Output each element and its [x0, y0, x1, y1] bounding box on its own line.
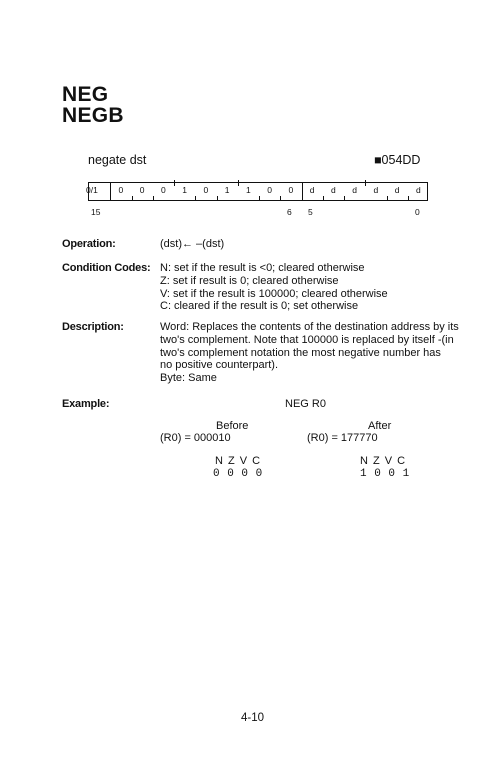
opcode: ■054DD: [374, 153, 421, 167]
bit-cell: 1: [182, 185, 187, 195]
bit-cell: 0: [203, 185, 209, 195]
example-label: Example:: [62, 398, 110, 410]
description-line: Byte: Same: [160, 372, 217, 385]
condition-code-n: N: set if the result is <0; cleared otherwise: [160, 262, 365, 274]
bit-cell: 0: [288, 185, 294, 195]
bit-divider: [217, 196, 218, 200]
condition-code-v: V: set if the result is 100000; cleared otherwise: [160, 287, 388, 300]
mnemonic-title: NEG: [62, 83, 109, 106]
bit-divider: [132, 196, 133, 200]
bit-cell: 0: [139, 185, 145, 195]
bit-cell: 1: [224, 185, 230, 195]
condition-code-z: Z: set if result is 0; cleared otherwise: [160, 274, 339, 287]
example-after-heading: After: [368, 420, 392, 432]
bit-cell: 0/1: [86, 185, 98, 195]
bit-label-6: 6: [287, 207, 292, 217]
description-line: no positive counterpart).: [160, 359, 279, 372]
bit-cell: 1: [246, 185, 251, 195]
bit-cell: 0: [161, 185, 166, 195]
bit-label-low: 0: [415, 207, 420, 217]
before-flag-values: 0 0 0 0: [213, 468, 263, 480]
example-before-value: (R0) = 000010: [160, 432, 231, 444]
before-flag-names: N Z V C: [215, 455, 262, 467]
page-number: 4-10: [241, 712, 265, 724]
example-before-heading: Before: [216, 420, 249, 432]
bit-cell: d: [309, 185, 315, 195]
condition-codes-list: [160, 262, 388, 313]
bit-cell: d: [373, 185, 379, 195]
description-text: [160, 321, 459, 385]
after-flag-values: 1 0 0 1: [360, 468, 410, 480]
condition-code-c: C: cleared if the result is 0; set otherwise: [160, 300, 359, 313]
mnemonic-title-byte: NEGB: [62, 104, 124, 127]
bit-cell: 0: [267, 185, 272, 195]
bit-label-5: 5: [308, 207, 313, 217]
bit-cell: 0: [118, 185, 124, 195]
description-line: Word: Replaces the contents of the destination address by its: [160, 321, 459, 333]
description-line: two's complement notation the most negative number has: [160, 346, 441, 359]
example-instruction: NEG R0: [285, 398, 326, 410]
description-label: Description:: [62, 321, 124, 333]
bit-divider: [259, 196, 260, 200]
after-flag-names: N Z V C: [360, 455, 407, 467]
bit-cell: d: [394, 185, 400, 195]
bit-label-high: 15: [91, 207, 101, 217]
instruction-syntax: negate dst: [88, 153, 147, 167]
bit-divider: [408, 196, 409, 200]
operation-text: (dst)← –(dst): [160, 238, 225, 250]
instruction-format-register: [88, 182, 428, 201]
bit-divider: [280, 196, 281, 200]
bit-divider: [323, 196, 324, 200]
operation-label: Operation:: [62, 238, 116, 250]
condition-codes-label: Condition Codes:: [62, 262, 151, 274]
bit-cell: d: [416, 185, 421, 195]
bit-cell: d: [331, 185, 336, 195]
bit-divider: [387, 196, 388, 200]
bit-divider: [195, 196, 196, 200]
description-line: two's complement. Note that 100000 is replaced by itself -(in: [160, 333, 454, 346]
bit-divider: [153, 196, 154, 200]
example-after-value: (R0) = 177770: [307, 432, 378, 444]
bit-cell: d: [352, 185, 357, 195]
bit-divider: [344, 196, 345, 200]
